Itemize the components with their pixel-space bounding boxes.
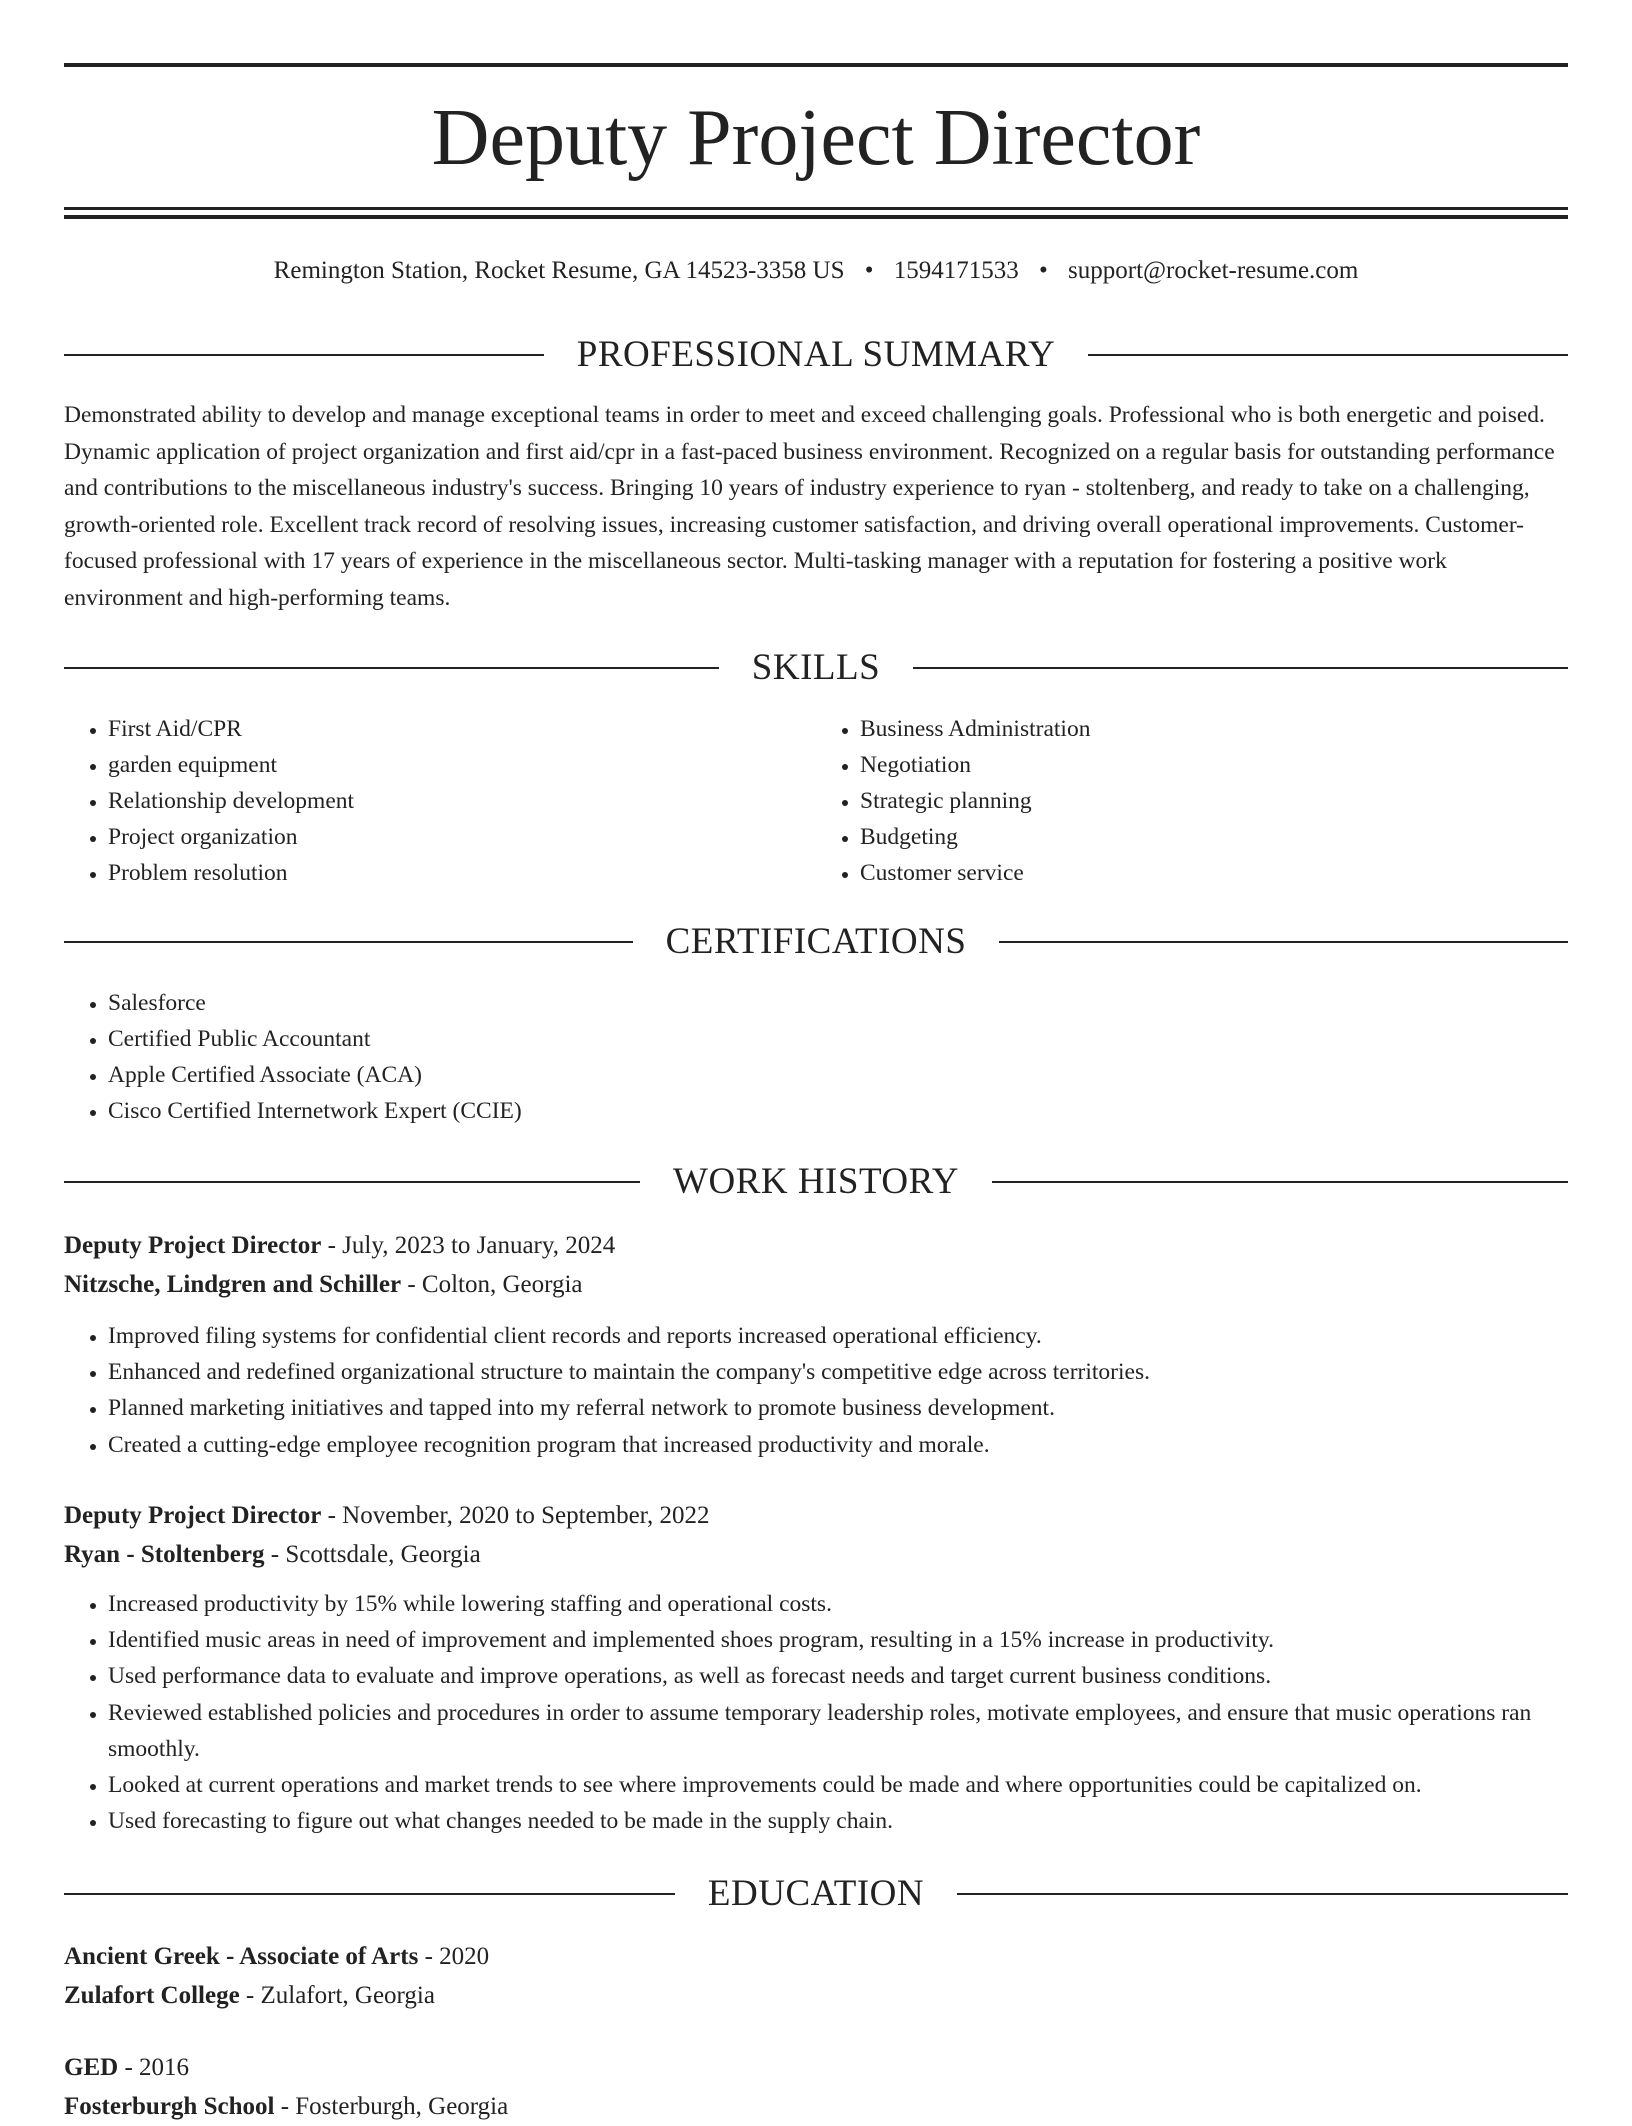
education-year: - 2020 — [418, 1943, 490, 1970]
skills-column-right — [816, 711, 1568, 891]
job-bullet: • Enhanced and redefined organizational structure to maintain the company's competitive edge across territories. — [108, 1354, 1568, 1390]
job-bullet: • Looked at current operations and market trends to see where improvements could be made and where opportunities could be capitalized on. — [108, 1767, 1568, 1803]
work-entry — [64, 1226, 1568, 1463]
skill-item: • Customer service — [860, 855, 1568, 891]
summary-text: Demonstrated ability to develop and manage exceptional teams in order to meet and exceed challenging goals. Professional who is both energetic and poised. Dynamic application of project organization and first aid/cpr in a fast-paced business environment. Recognized on a regular basis for outstanding performance and contributions to the miscellaneous industry's success. Bringing 10 years of industry experience to ryan - stoltenberg, and ready to take on a challenging, growth-oriented role. Excellent track record of resolving issues, increasing customer satisfaction, and driving overall operational improvements. Customer-focused professional with 17 years of experience in the miscellaneous sector. Multi-tasking manager with a reputation for fostering a positive work environment and high-performing teams. — [64, 402, 1555, 611]
job-location: - Colton, Georgia — [401, 1271, 583, 1298]
job-bullet: • Improved filing systems for confidential client records and reports increased operational efficiency. — [108, 1318, 1568, 1354]
contact-separator: • — [1039, 257, 1048, 284]
education-degree-line — [64, 1937, 1568, 1976]
work-entry — [64, 1496, 1568, 1839]
section-title: CERTIFICATIONS — [665, 921, 967, 962]
certifications-heading — [64, 917, 1568, 967]
job-title: Deputy Project Director — [64, 1232, 322, 1259]
job-dates: - November, 2020 to September, 2022 — [321, 1502, 710, 1529]
skill-item: • Strategic planning — [860, 783, 1568, 819]
job-title: Deputy Project Director — [64, 1502, 322, 1529]
education-entry — [64, 1937, 1568, 2015]
education-location: - Fosterburgh, Georgia — [274, 2093, 509, 2120]
contact-phone: 1594171533 — [893, 257, 1019, 284]
education-heading — [64, 1869, 1568, 1919]
education-degree-line — [64, 2048, 1568, 2087]
job-location: - Scottsdale, Georgia — [264, 1541, 481, 1568]
candidate-name: Deputy Project Director — [431, 94, 1201, 182]
education-entry — [64, 2048, 1568, 2126]
job-bullets — [64, 1586, 1568, 1839]
education-year: - 2016 — [118, 2054, 190, 2081]
job-bullet: • Reviewed established policies and procedures in order to assume temporary leadership roles, motivate employees, and ensure that music operations ran smoothly. — [108, 1695, 1568, 1767]
section-title: WORK HISTORY — [673, 1161, 959, 1202]
heading-rule — [64, 667, 719, 669]
skill-item: • Problem resolution — [108, 855, 816, 891]
job-bullet: • Identified music areas in need of improvement and implemented shoes program, resulting in a 15% increase in productivity. — [108, 1622, 1568, 1658]
education-school-line — [64, 1976, 1568, 2015]
heading-rule — [1088, 354, 1568, 356]
skill-item: • Budgeting — [860, 819, 1568, 855]
contact-address: Remington Station, Rocket Resume, GA 14523-3358 US — [273, 257, 845, 284]
section-title: EDUCATION — [707, 1873, 925, 1914]
certification-item: • Apple Certified Associate (ACA) — [108, 1057, 1568, 1093]
job-bullet: • Increased productivity by 15% while lowering staffing and operational costs. — [108, 1586, 1568, 1622]
education-school: Zulafort College — [64, 1982, 240, 2009]
work-history-heading — [64, 1157, 1568, 1207]
contact-email: support@rocket-resume.com — [1068, 257, 1359, 284]
job-company-line — [64, 1535, 1568, 1574]
education-school-line — [64, 2087, 1568, 2126]
job-bullet: • Created a cutting-edge employee recognition program that increased productivity and morale. — [108, 1427, 1568, 1463]
section-title: PROFESSIONAL SUMMARY — [576, 334, 1056, 375]
summary-heading — [64, 330, 1568, 380]
job-bullets — [64, 1318, 1568, 1463]
certification-item: • Cisco Certified Internetwork Expert (CCIE) — [108, 1093, 1568, 1129]
contact-separator: • — [864, 257, 874, 284]
heading-rule — [64, 1893, 675, 1895]
skill-item: • Relationship development — [108, 783, 816, 819]
heading-rule — [64, 354, 544, 356]
job-title-line — [64, 1226, 1568, 1265]
heading-rule — [913, 667, 1568, 669]
skills-list — [64, 711, 1568, 891]
skill-item: • Project organization — [108, 819, 816, 855]
education-school: Fosterburgh School — [64, 2093, 275, 2120]
job-title-line — [64, 1496, 1568, 1535]
contact-line — [64, 253, 1568, 289]
header-rule-upper — [64, 207, 1568, 210]
heading-rule — [992, 1181, 1568, 1183]
job-bullet: • Used performance data to evaluate and improve operations, as well as forecast needs and target current business conditions. — [108, 1658, 1568, 1694]
heading-rule — [64, 1181, 640, 1183]
education-location: - Zulafort, Georgia — [239, 1982, 435, 2009]
certification-item: • Certified Public Accountant — [108, 1021, 1568, 1057]
job-company: Nitzsche, Lindgren and Schiller — [64, 1271, 402, 1298]
skill-item: • garden equipment — [108, 747, 816, 783]
job-company-line — [64, 1265, 1568, 1304]
header-rule-lower — [64, 215, 1568, 219]
heading-rule — [999, 941, 1568, 943]
skill-item: • Business Administration — [860, 711, 1568, 747]
education-degree: Ancient Greek - Associate of Arts — [64, 1943, 419, 1970]
skills-column-left — [64, 711, 816, 891]
certifications-list — [64, 985, 1568, 1129]
job-dates: - July, 2023 to January, 2024 — [321, 1232, 616, 1259]
job-bullet: • Used forecasting to figure out what changes needed to be made in the supply chain. — [108, 1803, 1568, 1839]
skill-item: • First Aid/CPR — [108, 711, 816, 747]
heading-rule — [957, 1893, 1568, 1895]
job-company: Ryan - Stoltenberg — [64, 1541, 265, 1568]
education-degree: GED — [64, 2054, 119, 2081]
job-bullet: • Planned marketing initiatives and tapped into my referral network to promote business development. — [108, 1390, 1568, 1426]
skill-item: • Negotiation — [860, 747, 1568, 783]
certification-item: • Salesforce — [108, 985, 1568, 1021]
section-title: SKILLS — [751, 647, 881, 688]
top-rule — [64, 63, 1568, 67]
skills-heading — [64, 643, 1568, 693]
heading-rule — [64, 941, 633, 943]
